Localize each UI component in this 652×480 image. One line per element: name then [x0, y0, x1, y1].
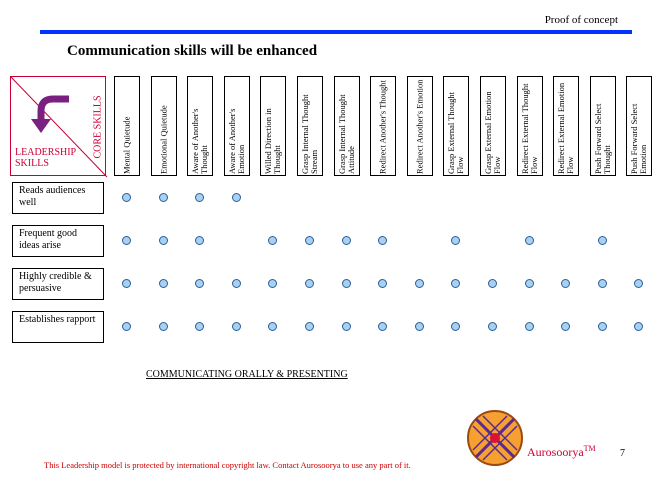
column-header	[297, 76, 323, 176]
skill-mapping-dot	[268, 236, 277, 245]
skill-mapping-dot	[122, 193, 131, 202]
column-header-label: Grasp External Emotion Flow	[483, 91, 502, 174]
skill-mapping-dot	[598, 279, 607, 288]
column-header	[334, 76, 360, 176]
page-number: 7	[620, 448, 625, 459]
column-header	[260, 76, 286, 176]
skill-mapping-dot	[342, 322, 351, 331]
skill-mapping-dot	[561, 322, 570, 331]
column-header	[626, 76, 652, 176]
skill-mapping-dot	[378, 279, 387, 288]
column-header-label: Aware of Another's Emotion	[226, 108, 246, 174]
column-header-label: Grasp Internal Thought Stream	[300, 94, 319, 174]
skill-mapping-dot	[305, 279, 314, 288]
column-header-label: Emotional Quietude	[158, 105, 169, 174]
column-header	[187, 76, 213, 176]
column-header-label: Redirect Another's Thought	[377, 80, 388, 174]
column-header	[114, 76, 140, 176]
skill-mapping-dot	[561, 279, 570, 288]
skill-mapping-dot	[122, 236, 131, 245]
skill-mapping-dot	[415, 322, 424, 331]
column-header-label: Push Forward Select Emotion	[629, 103, 649, 174]
skill-mapping-dot	[195, 236, 204, 245]
aurosoorya-logo-icon	[465, 408, 525, 468]
skill-mapping-dot	[232, 279, 241, 288]
skill-mapping-dot	[159, 322, 168, 331]
leadership-label: LEADERSHIP	[15, 147, 77, 158]
column-header-label: Mental Quietude	[121, 116, 132, 174]
leadership-skill-row: Reads audiences well	[12, 182, 104, 214]
column-header	[443, 76, 469, 176]
leadership-skill-row: Establishes rapport	[12, 311, 104, 343]
skill-mapping-dot	[268, 279, 277, 288]
skill-mapping-dot	[195, 322, 204, 331]
skill-mapping-dot	[598, 236, 607, 245]
skill-mapping-dot	[378, 322, 387, 331]
copyright-notice: This Leadership model is protected by international copyright law. Contact Aurosoorya to use any part of it.	[44, 460, 411, 470]
column-header-label: Redirect Another's Emotion	[414, 79, 425, 174]
skill-mapping-dot	[305, 236, 314, 245]
header-rule	[40, 30, 632, 34]
skill-mapping-dot	[122, 322, 131, 331]
section-title: COMMUNICATING ORALLY & PRESENTING	[146, 369, 348, 380]
skill-mapping-dot	[598, 322, 607, 331]
column-header	[590, 76, 616, 176]
skill-mapping-dot	[451, 236, 460, 245]
skill-mapping-dot	[415, 279, 424, 288]
column-header-label: Push Forward Select Thought	[592, 103, 612, 174]
column-header	[480, 76, 506, 176]
skill-mapping-dot	[634, 279, 643, 288]
column-header-label: Grasp External Thought Flow	[446, 92, 466, 174]
skill-mapping-dot	[195, 279, 204, 288]
brand-name: Aurosoorya	[527, 445, 584, 459]
skill-mapping-dot	[305, 322, 314, 331]
skill-mapping-dot	[488, 322, 497, 331]
trademark: TM	[583, 444, 596, 453]
column-header	[224, 76, 250, 176]
page-title: Communication skills will be enhanced	[67, 43, 318, 59]
leadership-skill-row: Highly credible & persuasive	[12, 268, 104, 300]
skill-mapping-dot	[525, 236, 534, 245]
skill-mapping-dot	[342, 279, 351, 288]
skill-mapping-dot	[268, 322, 277, 331]
skill-mapping-dot	[232, 193, 241, 202]
core-skills-label: CORE SKILLS	[92, 95, 104, 159]
skill-mapping-dot	[451, 322, 460, 331]
column-header-label: Willed Direction in Thought	[263, 108, 283, 174]
column-header-label: Redirect External Emotion Flow	[556, 82, 576, 174]
skill-mapping-dot	[342, 236, 351, 245]
matrix-corner	[10, 76, 106, 176]
skill-mapping-dot	[159, 193, 168, 202]
skill-mapping-dot	[525, 322, 534, 331]
column-header-label: Aware of Another's Thought	[190, 108, 210, 174]
skills-label: SKILLS	[15, 158, 49, 169]
skill-mapping-dot	[159, 236, 168, 245]
column-header	[370, 76, 396, 176]
header-label: Proof of concept	[544, 14, 618, 26]
column-header	[553, 76, 579, 176]
skill-mapping-dot	[451, 279, 460, 288]
column-header	[151, 76, 177, 176]
skill-mapping-dot	[525, 279, 534, 288]
skill-mapping-dot	[488, 279, 497, 288]
column-header	[407, 76, 433, 176]
column-header	[517, 76, 543, 176]
skill-mapping-dot	[232, 322, 241, 331]
skill-mapping-dot	[378, 236, 387, 245]
column-header-label: Redirect External Thought Flow	[519, 83, 539, 174]
skill-mapping-dot	[122, 279, 131, 288]
skill-mapping-dot	[159, 279, 168, 288]
skill-mapping-dot	[195, 193, 204, 202]
skill-mapping-dot	[634, 322, 643, 331]
column-header-label: Grasp Internal Thought Attitude	[336, 94, 356, 174]
leadership-skill-row: Frequent good ideas arise	[12, 225, 104, 257]
